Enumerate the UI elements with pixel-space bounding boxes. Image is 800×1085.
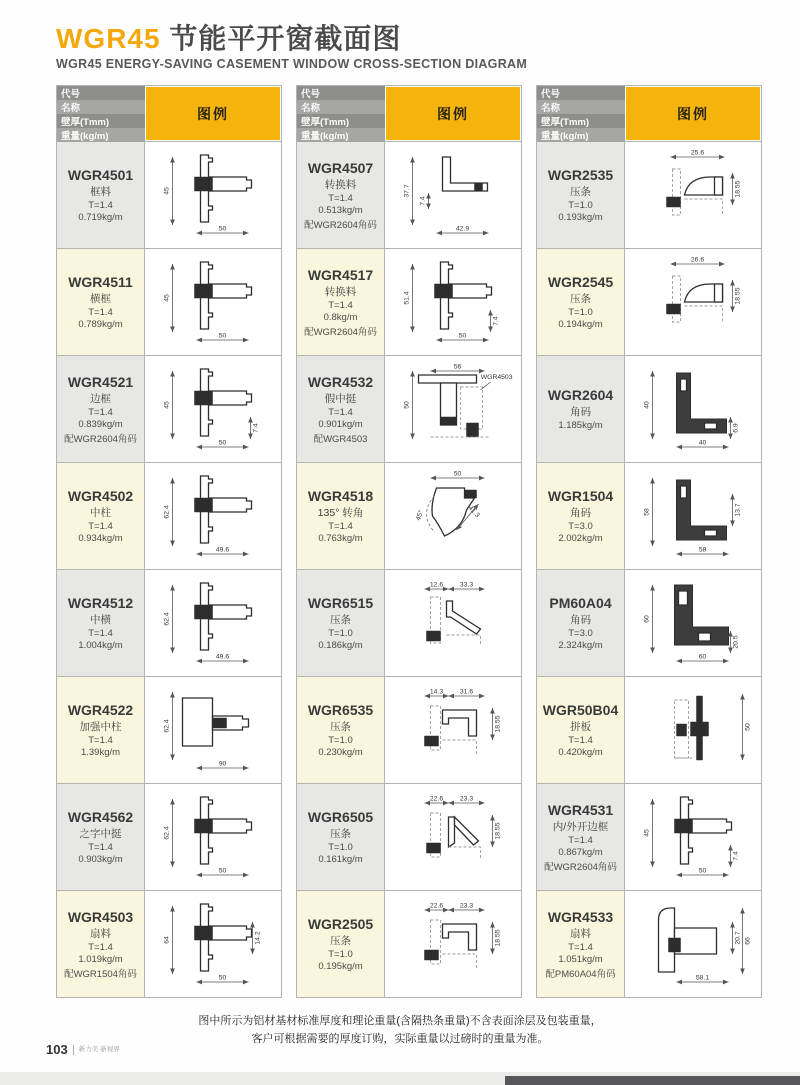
profile-info-cell [537,677,625,783]
profile-name: 内/外开边框 [552,820,609,833]
profile-diagram-cell [385,249,521,355]
column-header [56,85,282,142]
legend-header: 图例 [386,87,520,140]
table-row [56,891,282,998]
profile-info-cell [297,142,385,248]
header-row-label: 名称 [297,100,385,114]
profile-code: WGR4533 [547,908,614,925]
table-row [56,570,282,677]
profile-info-cell [537,356,625,462]
header-label-stack [57,86,145,141]
profile-code: WGR4507 [307,159,374,176]
profile-code: WGR2604 [547,387,614,403]
profile-thickness: T=1.0 [328,842,353,853]
svg-text:58: 58 [643,508,651,516]
table-row [56,356,282,463]
cross-section-drawing [625,359,761,459]
cross-section-drawing [625,466,761,566]
profile-thickness: T=3.0 [568,521,593,532]
header-row-label: 代号 [537,86,625,100]
profile-info-cell [537,463,625,569]
profile-code: WGR4511 [68,274,133,290]
header-row-label: 名称 [57,100,145,114]
profile-weight: 0.901kg/m [318,418,363,430]
table-row [536,891,762,998]
profile-weight: 0.420kg/m [558,747,603,758]
svg-text:7.4: 7.4 [252,423,260,433]
page-title-code: WGR45 [56,23,161,54]
profile-code: WGR4532 [307,373,374,390]
svg-text:64: 64 [163,936,171,944]
svg-text:51.4: 51.4 [403,291,411,305]
profile-code: WGR4562 [67,809,134,825]
profile-weight: 1.019kg/m [78,953,123,965]
svg-text:45°: 45° [415,509,426,522]
profile-thickness: T=3.0 [568,628,593,639]
profile-weight: 1.004kg/m [78,640,123,651]
svg-text:7.4: 7.4 [732,851,740,861]
cross-section-drawing [145,359,281,459]
profile-name: 压条 [570,186,591,198]
profile-info-cell [537,784,625,890]
profile-info-cell [537,249,625,355]
cross-section-drawing [625,787,761,887]
cross-section-drawing [145,466,281,566]
profile-weight: 1.39kg/m [80,747,121,758]
svg-text:50: 50 [218,225,227,233]
profile-weight: 0.903kg/m [78,854,123,865]
profile-weight: 0.839kg/m [78,418,123,430]
profile-code: WGR2505 [307,916,374,932]
profile-diagram-cell [145,249,281,355]
profile-weight: 0.186kg/m [318,640,363,651]
cross-section-drawing [385,573,521,673]
profile-diagram-cell [145,891,281,997]
svg-text:12.6: 12.6 [429,581,444,589]
header-label-stack [297,86,385,141]
profile-code: WGR4522 [67,702,134,718]
bottom-strip-dark [505,1076,800,1085]
profile-code: WGR4502 [67,488,134,504]
table-row [296,784,522,891]
cross-section-drawing [145,573,281,673]
svg-text:62.4: 62.4 [163,826,171,840]
profile-info-cell [537,891,625,997]
profile-thickness: T=1.0 [568,307,593,318]
profile-weight: 2.324kg/m [558,640,603,651]
svg-text:45: 45 [163,401,171,409]
table-row [296,570,522,677]
svg-text:62.4: 62.4 [163,505,171,519]
profile-column [536,85,762,998]
profile-thickness: T=1.4 [88,406,113,418]
profile-table [56,85,762,998]
profile-diagram-cell [625,784,761,890]
profile-name: 转换料 [324,285,357,298]
profile-info-cell [57,677,145,783]
table-row [536,463,762,570]
svg-text:45: 45 [643,829,651,837]
profile-info-cell [57,356,145,462]
svg-text:7.4: 7.4 [492,316,500,326]
profile-diagram-cell [385,784,521,890]
profile-diagram-cell [145,463,281,569]
profile-thickness: T=1.4 [568,834,593,846]
svg-text:41.3: 41.3 [466,504,481,520]
profile-info-cell [297,677,385,783]
svg-text:40: 40 [643,401,651,409]
profile-code: WGR4517 [307,266,374,283]
svg-text:42.9: 42.9 [455,225,470,233]
svg-text:50: 50 [744,723,752,731]
svg-text:26.6: 26.6 [690,256,705,264]
header-row-label: 重量(kg/m) [537,128,625,142]
svg-text:45: 45 [163,294,171,302]
profile-name: 边框 [90,392,111,405]
page-number: 103 [46,1042,68,1057]
header-row-label: 壁厚(Tmm) [297,114,385,128]
profile-weight: 1.185kg/m [558,420,603,431]
svg-text:50: 50 [698,867,707,875]
table-row [56,463,282,570]
svg-text:18.55: 18.55 [494,929,502,947]
profile-code: WGR4501 [67,167,134,183]
cross-section-drawing [145,680,281,780]
profile-info-cell [57,891,145,997]
svg-text:66: 66 [744,937,752,945]
profile-column [56,85,282,998]
cross-section-drawing [625,894,761,994]
profile-diagram-cell [145,570,281,676]
profile-code: WGR4518 [307,488,374,504]
profile-name: 拼板 [570,721,591,733]
profile-thickness: T=1.0 [328,628,353,639]
table-row [536,570,762,677]
profile-code: WGR4521 [67,373,134,390]
svg-text:50: 50 [218,867,227,875]
svg-text:40: 40 [698,439,707,447]
table-row [296,249,522,356]
svg-text:22.6: 22.6 [429,795,444,803]
profile-match: 配WGR2604角码 [304,326,377,338]
profile-info-cell [537,142,625,248]
column-header [296,85,522,142]
profile-thickness: T=1.4 [88,200,113,211]
profile-info-cell [297,249,385,355]
profile-name: 压条 [330,828,351,840]
profile-code: WGR6515 [307,595,374,611]
svg-text:60: 60 [643,615,651,623]
legend-header: 图例 [146,87,280,140]
header-row-label: 重量(kg/m) [57,128,145,142]
table-row [536,784,762,891]
profile-thickness: T=1.4 [328,521,353,532]
profile-code: WGR50B04 [542,702,619,718]
profile-info-cell [537,570,625,676]
svg-text:14.2: 14.2 [254,931,262,945]
profile-match: 配WGR1504角码 [64,968,137,980]
profile-weight: 2.002kg/m [558,533,603,544]
profile-diagram-cell [385,356,521,462]
cross-section-drawing [145,787,281,887]
profile-diagram-cell [145,784,281,890]
page-number-block [46,1042,120,1057]
profile-match: 配WGR2604角码 [304,219,377,231]
table-row [56,677,282,784]
cross-section-drawing [145,252,281,352]
profile-thickness: T=1.4 [88,735,113,746]
profile-diagram-cell [625,891,761,997]
profile-match: 配WGR4503 [313,433,368,445]
profile-weight: 0.513kg/m [318,204,363,216]
cross-section-drawing [145,894,281,994]
profile-name: 角码 [570,507,591,519]
profile-name: 压条 [330,614,351,626]
profile-code: WGR4531 [547,801,614,818]
profile-weight: 0.8kg/m [323,311,358,323]
profile-info-cell [297,570,385,676]
header-row-label: 代号 [57,86,145,100]
svg-text:50: 50 [458,332,467,340]
table-row [296,677,522,784]
svg-text:18.55: 18.55 [494,822,502,840]
profile-thickness: T=1.4 [328,299,353,311]
profile-name: 扇料 [90,927,111,940]
profile-thickness: T=1.4 [88,842,113,853]
profile-code: WGR4503 [67,908,134,925]
profile-code: WGR2535 [547,167,614,183]
profile-info-cell [297,891,385,997]
brand-text: 新力美·新视界 [73,1045,120,1055]
profile-weight: 0.230kg/m [318,747,363,758]
cross-section-drawing [385,359,521,459]
svg-text:18.55: 18.55 [734,287,742,305]
svg-text:45: 45 [163,187,171,195]
cross-section-drawing [385,787,521,887]
table-row [536,677,762,784]
footnote-line-2: 客户可根据需要的厚度订购，实际重量以过磅时的重量为准。 [251,1033,549,1045]
profile-diagram-cell [385,570,521,676]
profile-diagram-cell [625,463,761,569]
svg-text:33.3: 33.3 [459,581,474,589]
cross-section-drawing [145,145,281,245]
header-row-label: 壁厚(Tmm) [57,114,145,128]
profile-match: 配WGR2604角码 [544,861,617,873]
profile-weight: 0.789kg/m [78,319,123,330]
profile-thickness: T=1.0 [568,200,593,211]
header-label-stack [537,86,625,141]
profile-info-cell [57,249,145,355]
legend-header: 图例 [626,87,760,140]
svg-text:58: 58 [698,546,707,554]
profile-name: 压条 [570,293,591,305]
profile-diagram-cell [145,142,281,248]
profile-name: 转换料 [324,178,357,191]
profile-name: 压条 [330,935,351,947]
profile-weight: 1.051kg/m [558,953,603,965]
svg-text:13.7: 13.7 [734,503,742,517]
page-subtitle: WGR45 ENERGY-SAVING CASEMENT WINDOW CROSS-SECTION DIAGRAM [56,57,528,71]
profile-name: 角码 [570,614,591,626]
table-row [296,463,522,570]
profile-weight: 0.161kg/m [318,854,363,865]
profile-info-cell [297,463,385,569]
profile-code: WGR6505 [307,809,374,825]
profile-thickness: T=1.4 [88,307,113,318]
profile-thickness: T=1.0 [328,949,353,960]
title-block [56,24,756,71]
page-title-cn: 节能平开窗截面图 [169,23,402,54]
profile-info-cell [297,784,385,890]
profile-diagram-cell [385,142,521,248]
profile-thickness: T=1.0 [328,735,353,746]
table-row [296,142,522,249]
cross-section-drawing [625,145,761,245]
table-row [56,142,282,249]
profile-match: 配PM60A04角码 [545,968,616,980]
svg-text:50: 50 [218,439,227,447]
svg-text:25.6: 25.6 [690,149,705,157]
profile-weight: 0.867kg/m [558,846,603,858]
profile-thickness: T=1.4 [88,521,113,532]
table-row [296,891,522,998]
cross-section-drawing [385,466,521,566]
profile-info-cell [297,356,385,462]
svg-text:56: 56 [453,363,462,371]
profile-diagram-cell [625,356,761,462]
profile-name: 角码 [570,406,591,418]
cross-section-drawing [385,680,521,780]
table-row [56,249,282,356]
table-row [296,356,522,463]
profile-info-cell [57,784,145,890]
table-row [56,784,282,891]
cross-section-drawing [385,252,521,352]
profile-weight: 0.934kg/m [78,533,123,544]
svg-text:58.1: 58.1 [695,974,710,982]
profile-info-cell [57,142,145,248]
profile-diagram-cell [145,356,281,462]
profile-name: 加强中柱 [79,721,122,733]
profile-info-cell [57,570,145,676]
cross-section-drawing [385,145,521,245]
diagram-note: WGR4503 [480,374,513,381]
svg-text:49.6: 49.6 [215,546,230,554]
profile-name: 扇料 [570,927,591,940]
profile-weight: 0.194kg/m [558,319,603,330]
footnote-line-1: 图中所示为铝材基材标准厚度和理论重量(含隔热条重量)不含表面涂层及包装重量， [198,1015,602,1027]
profile-name: 假中挺 [324,392,357,405]
profile-diagram-cell [625,570,761,676]
profile-diagram-cell [145,677,281,783]
profile-weight: 0.195kg/m [318,961,363,972]
profile-thickness: T=1.4 [568,735,593,746]
svg-text:18.55: 18.55 [734,180,742,198]
svg-text:20.5: 20.5 [732,635,740,649]
profile-name: 之字中挺 [79,828,122,840]
svg-text:49.6: 49.6 [215,653,230,661]
profile-name: 横框 [90,293,111,305]
profile-name: 框料 [90,186,111,198]
profile-info-cell [57,463,145,569]
header-row-label: 代号 [297,86,385,100]
svg-text:31.6: 31.6 [459,688,474,696]
svg-text:50: 50 [218,974,227,982]
svg-text:7.4: 7.4 [419,196,427,206]
svg-text:62.4: 62.4 [163,612,171,626]
profile-diagram-cell [625,249,761,355]
profile-code: WGR4512 [67,595,134,611]
profile-weight: 0.193kg/m [558,212,603,223]
header-row-label: 重量(kg/m) [297,128,385,142]
profile-diagram-cell [385,677,521,783]
profile-thickness: T=1.4 [568,941,593,953]
svg-text:60: 60 [698,653,707,661]
svg-text:18.55: 18.55 [494,715,502,733]
profile-name: 压条 [330,721,351,733]
profile-diagram-cell [625,142,761,248]
profile-name: 中柱 [90,507,111,519]
footnote [0,1012,800,1048]
table-row [536,142,762,249]
svg-text:22.6: 22.6 [429,902,444,910]
profile-thickness: T=1.4 [328,192,353,204]
svg-text:90: 90 [218,760,227,768]
svg-text:23.3: 23.3 [459,795,474,803]
svg-text:14.3: 14.3 [429,688,444,696]
svg-text:20.7: 20.7 [734,931,742,945]
svg-text:6.9: 6.9 [732,423,740,433]
profile-code: WGR2545 [547,274,614,290]
header-row-label: 壁厚(Tmm) [537,114,625,128]
svg-text:50: 50 [218,332,227,340]
profile-name: 135° 转角 [317,507,364,519]
profile-diagram-cell [625,677,761,783]
svg-text:62.4: 62.4 [163,719,171,733]
cross-section-drawing [625,252,761,352]
profile-code: WGR6535 [307,702,374,718]
svg-text:37.7: 37.7 [403,184,411,198]
svg-text:50: 50 [403,401,411,409]
profile-thickness: T=1.4 [88,941,113,953]
profile-weight: 0.719kg/m [78,212,123,223]
profile-match: 配WGR2604角码 [64,433,137,445]
header-row-label: 名称 [537,100,625,114]
profile-column [296,85,522,998]
cross-section-drawing [625,573,761,673]
profile-thickness: T=1.4 [88,628,113,639]
profile-code: WGR1504 [547,488,614,504]
profile-weight: 0.763kg/m [318,533,363,544]
svg-text:23.3: 23.3 [459,902,474,910]
page-title [56,24,756,54]
cross-section-drawing [625,680,761,780]
profile-diagram-cell [385,891,521,997]
column-header [536,85,762,142]
table-row [536,356,762,463]
profile-name: 中横 [90,614,111,626]
cross-section-drawing [385,894,521,994]
profile-diagram-cell [385,463,521,569]
profile-code: PM60A04 [549,595,612,611]
table-row [536,249,762,356]
svg-text:50: 50 [453,470,462,478]
profile-thickness: T=1.4 [328,406,353,418]
